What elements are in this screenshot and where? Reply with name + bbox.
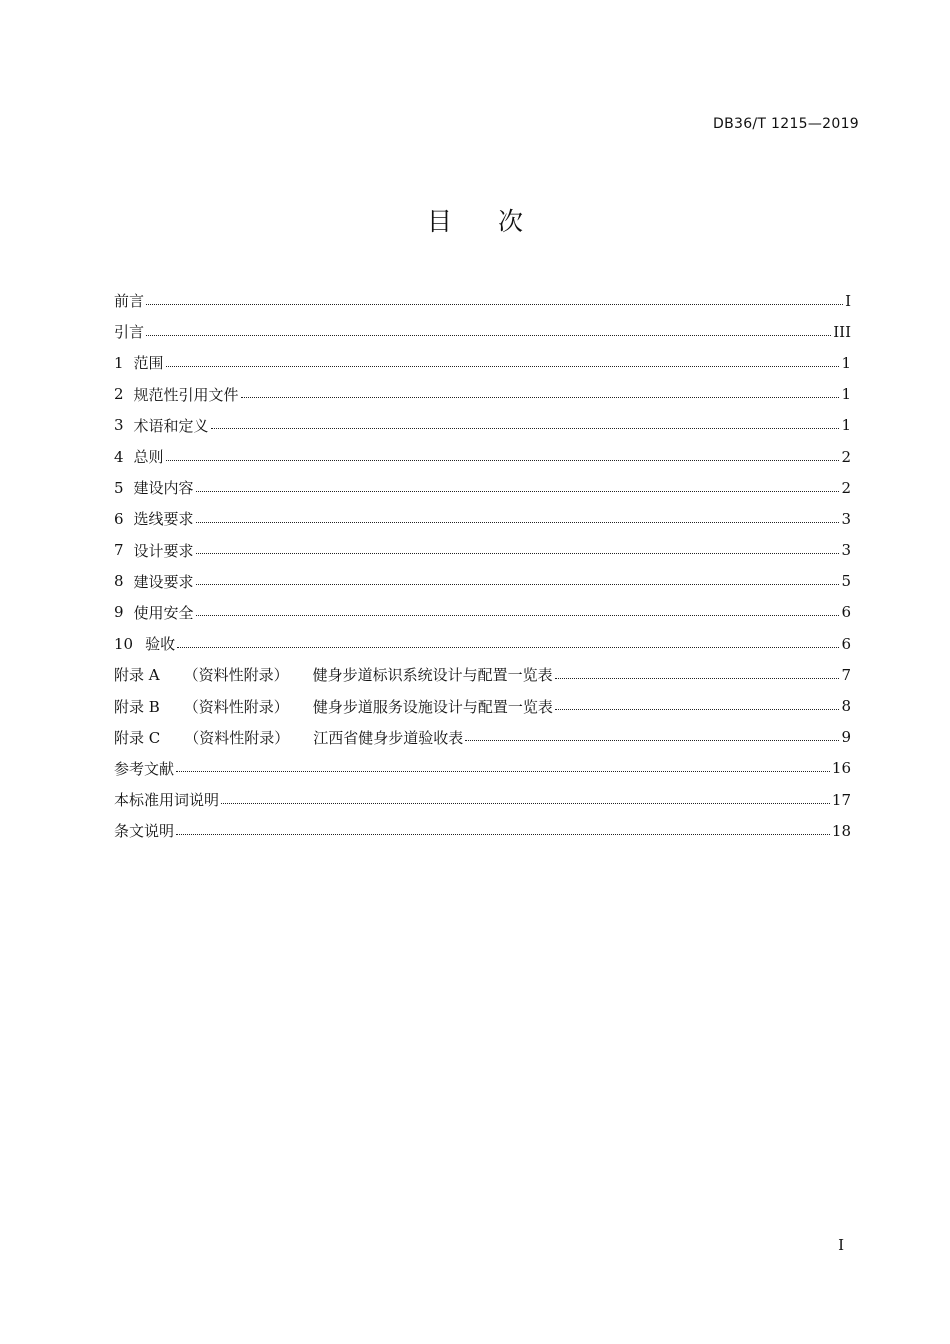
- toc-entry-page: 18: [831, 821, 851, 840]
- toc-leader-dots: [196, 583, 840, 585]
- toc-entry-page: I: [845, 291, 851, 310]
- toc-entry-page: 1: [841, 385, 851, 404]
- toc-entry-page: 3: [841, 509, 851, 528]
- toc-entry-route-selection[interactable]: [114, 503, 851, 534]
- toc-entry-number: 附录 A: [114, 666, 160, 685]
- toc-entry-page: 17: [831, 790, 851, 809]
- toc-entry-annex-type: （资料性附录）: [184, 728, 290, 747]
- toc-entry-design-requirements[interactable]: [114, 535, 851, 566]
- toc-entry-title: 江西省健身步道验收表: [313, 728, 464, 747]
- toc-leader-dots: [241, 396, 840, 398]
- toc-entry-acceptance[interactable]: [114, 628, 851, 659]
- toc-entry-appendix-b[interactable]: [114, 690, 851, 721]
- toc-entry-page: 3: [841, 541, 851, 560]
- toc-entry-page: 5: [841, 572, 851, 591]
- toc-leader-dots: [196, 490, 840, 492]
- toc-entry-title: 前言: [114, 292, 145, 311]
- toc-entry-annex-type: （资料性附录）: [183, 697, 289, 716]
- toc-entry-title: 参考文献: [114, 759, 175, 778]
- toc-entry-wording-explanation[interactable]: [114, 784, 851, 815]
- toc-entry-scope[interactable]: [114, 347, 851, 378]
- title-char-2: 次: [498, 207, 524, 236]
- toc-entry-title: 设计要求: [133, 541, 194, 560]
- toc-entry-page: 2: [841, 478, 851, 497]
- toc-entry-title: 术语和定义: [133, 416, 209, 435]
- toc-entry-title: 建设要求: [133, 572, 194, 591]
- toc-entry-title: 选线要求: [133, 510, 194, 529]
- toc-leader-dots: [221, 802, 830, 804]
- toc-leader-dots: [211, 427, 840, 429]
- toc-entry-title: 规范性引用文件: [133, 385, 239, 404]
- toc-entry-bibliography[interactable]: [114, 753, 851, 784]
- toc-entry-page: III: [833, 322, 851, 341]
- toc-entry-page: 8: [841, 697, 851, 716]
- toc-leader-dots: [196, 614, 840, 616]
- toc-entry-normative-references[interactable]: [114, 379, 851, 410]
- toc-entry-page: 2: [841, 447, 851, 466]
- toc-entry-appendix-a[interactable]: [114, 659, 851, 690]
- toc-entry-title: 验收: [145, 635, 176, 654]
- toc-entry-construction-requirements[interactable]: [114, 566, 851, 597]
- toc-entry-title: 使用安全: [133, 603, 194, 622]
- toc-leader-dots: [196, 521, 840, 523]
- page-title: [0, 204, 950, 240]
- toc-entry-title: 范围: [133, 354, 164, 373]
- toc-leader-dots: [166, 459, 840, 461]
- toc-leader-dots: [146, 303, 843, 305]
- toc-entry-page: 1: [841, 353, 851, 372]
- toc-entry-construction-content[interactable]: [114, 472, 851, 503]
- toc-entry-number: 4: [114, 447, 124, 466]
- toc-entry-number: 6: [114, 509, 124, 528]
- toc-entry-number: 5: [114, 478, 124, 497]
- toc-entry-annex-type: （资料性附录）: [183, 666, 289, 685]
- toc-entry-title: 引言: [114, 323, 145, 342]
- toc-entry-title: 健身步道标识系统设计与配置一览表: [312, 666, 553, 685]
- toc-leader-dots: [196, 552, 840, 554]
- toc-entry-number: 3: [114, 416, 124, 435]
- toc-entry-number: 附录 B: [114, 697, 160, 716]
- toc-entry-title: 健身步道服务设施设计与配置一览表: [312, 697, 553, 716]
- toc-entry-page: 7: [841, 665, 851, 684]
- toc-entry-terms-definitions[interactable]: [114, 410, 851, 441]
- toc-entry-number: 9: [114, 603, 124, 622]
- standard-code: DB36/T 1215—2019: [713, 116, 859, 132]
- toc-leader-dots: [176, 833, 830, 835]
- toc-entry-appendix-c[interactable]: [114, 722, 851, 753]
- toc-entry-number: 附录 C: [114, 728, 161, 747]
- toc-entry-foreword[interactable]: [114, 285, 851, 316]
- table-of-contents: [114, 285, 851, 846]
- toc-entry-title: 建设内容: [133, 479, 194, 498]
- toc-entry-number: 1: [114, 353, 124, 372]
- toc-entry-clause-explanation[interactable]: [114, 815, 851, 846]
- toc-leader-dots: [146, 334, 831, 336]
- toc-entry-page: 6: [841, 603, 851, 622]
- toc-entry-number: 10: [114, 634, 134, 653]
- toc-entry-page: 9: [841, 728, 851, 747]
- toc-entry-page: 6: [841, 634, 851, 653]
- toc-entry-general[interactable]: [114, 441, 851, 472]
- toc-entry-introduction[interactable]: [114, 316, 851, 347]
- toc-entry-page: 1: [841, 416, 851, 435]
- page-number: I: [838, 1236, 844, 1254]
- toc-entry-usage-safety[interactable]: [114, 597, 851, 628]
- toc-leader-dots: [555, 677, 840, 679]
- toc-entry-title: 总则: [133, 448, 164, 467]
- toc-leader-dots: [177, 646, 839, 648]
- toc-entry-number: 2: [114, 385, 124, 404]
- toc-leader-dots: [176, 770, 830, 772]
- toc-entry-page: 16: [831, 759, 851, 778]
- toc-entry-title: 条文说明: [114, 822, 175, 841]
- title-char-1: 目: [426, 207, 452, 236]
- toc-entry-title: 本标准用词说明: [114, 791, 220, 810]
- toc-leader-dots: [555, 708, 840, 710]
- toc-leader-dots: [166, 365, 840, 367]
- toc-leader-dots: [465, 739, 839, 741]
- toc-entry-number: 8: [114, 572, 124, 591]
- toc-entry-number: 7: [114, 541, 124, 560]
